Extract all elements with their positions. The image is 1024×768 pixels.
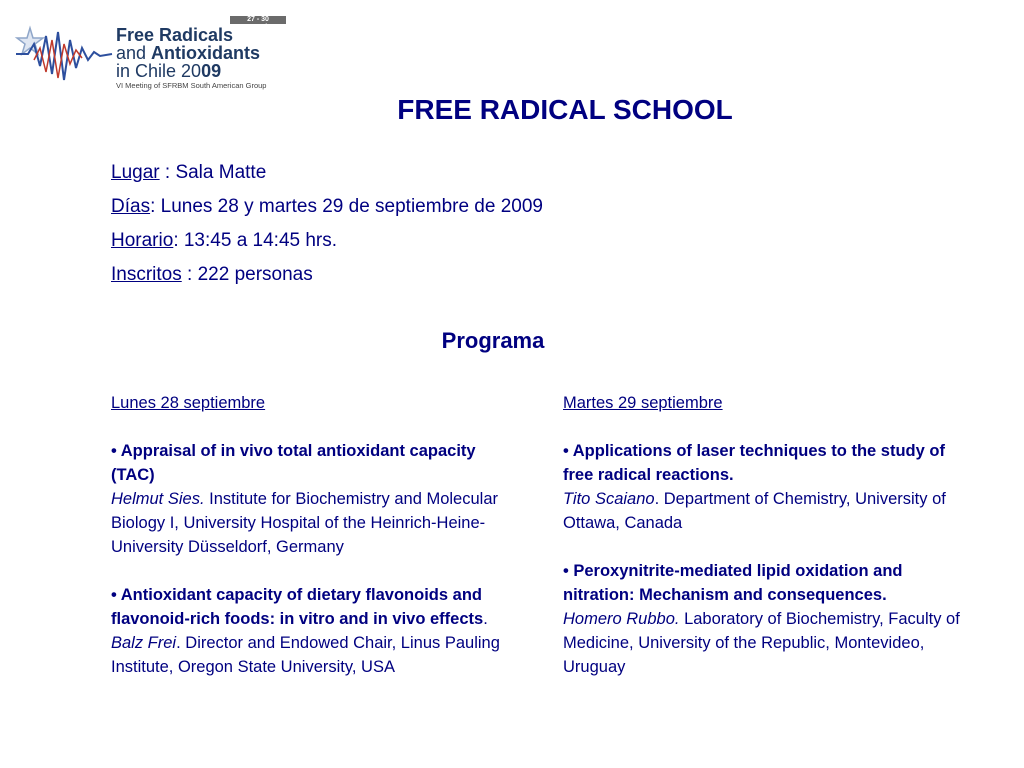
speaker-name: Balz Frei	[111, 634, 177, 652]
info-horario-value: : 13:45 a 14:45 hrs.	[173, 230, 338, 251]
info-dias-label: Días	[111, 196, 151, 217]
logo-dates: 27 - 30 September	[230, 16, 286, 24]
speaker-name: Helmut Sies.	[111, 490, 205, 508]
waveform-star-icon	[14, 14, 114, 94]
talk-title-wrap	[111, 583, 511, 631]
logo-line-1: Free Radicals	[116, 25, 234, 45]
info-horario	[111, 230, 337, 252]
tuesday-column	[563, 391, 963, 703]
logo-line-2-bold: Antioxidants	[151, 43, 261, 63]
speaker-name: Tito Scaiano	[563, 490, 655, 508]
info-inscritos	[111, 264, 313, 286]
logo-subtitle: VI Meeting of SFRBM South American Group	[116, 81, 267, 90]
talk-title: • Antioxidant capacity of dietary flavonoids and flavonoid-rich foods: in vitro and in vivo effects	[111, 586, 484, 628]
info-dias-value: : Lunes 28 y martes 29 de septiembre de 2009	[150, 196, 543, 217]
speaker-affiliation: . Department of Chemistry, University of Ottawa, Canada	[563, 490, 946, 532]
talk-credit	[111, 487, 511, 559]
speaker-name: Homero Rubbo.	[563, 610, 680, 628]
talk-title: • Peroxynitrite-mediated lipid oxidation and nitration: Mechanism and consequences.	[563, 562, 903, 604]
monday-talk-2	[111, 583, 511, 679]
talk-title: • Appraisal of in vivo total antioxidant capacity (TAC)	[111, 442, 476, 484]
programa-heading: Programa	[441, 328, 545, 353]
talk-credit	[111, 631, 511, 679]
talk-title: • Applications of laser techniques to the study of free radical reactions.	[563, 442, 945, 484]
logo-line-3	[116, 62, 221, 80]
info-inscritos-label: Inscritos	[111, 264, 182, 285]
speaker-affiliation: Laboratory of Biochemistry, Faculty of Medicine, University of the Republic, Montevideo, Uruguay	[563, 610, 960, 676]
monday-column	[111, 391, 511, 703]
tuesday-talk-2	[563, 559, 963, 679]
logo-line-2-pre: and	[116, 43, 152, 63]
talk-title-end: .	[483, 610, 488, 628]
conference-logo	[14, 14, 286, 94]
monday-heading: Lunes 28 septiembre	[111, 394, 266, 412]
info-dias	[111, 196, 543, 218]
monday-talk-1	[111, 439, 511, 559]
speaker-affiliation: Institute for Biochemistry and Molecular Biology I, University Hospital of the Heinrich-Heine-University Düsseldorf, Germany	[111, 490, 498, 556]
info-lugar-value: : Sala Matte	[159, 162, 267, 183]
info-lugar-label: Lugar	[111, 162, 160, 183]
speaker-affiliation: . Director and Endowed Chair, Linus Pauling Institute, Oregon State University, USA	[111, 634, 500, 676]
logo-line-3-bold: 09	[201, 61, 222, 81]
logo-line-3-pre: in Chile 20	[116, 61, 202, 81]
info-inscritos-value: : 222 personas	[181, 264, 313, 285]
talk-credit	[563, 607, 963, 679]
logo-line-2	[116, 44, 260, 62]
info-lugar	[111, 162, 266, 184]
talk-credit	[563, 487, 963, 535]
info-horario-label: Horario	[111, 230, 174, 251]
tuesday-talk-1	[563, 439, 963, 535]
page-title: FREE RADICAL SCHOOL	[397, 94, 733, 125]
tuesday-heading: Martes 29 septiembre	[563, 394, 723, 412]
